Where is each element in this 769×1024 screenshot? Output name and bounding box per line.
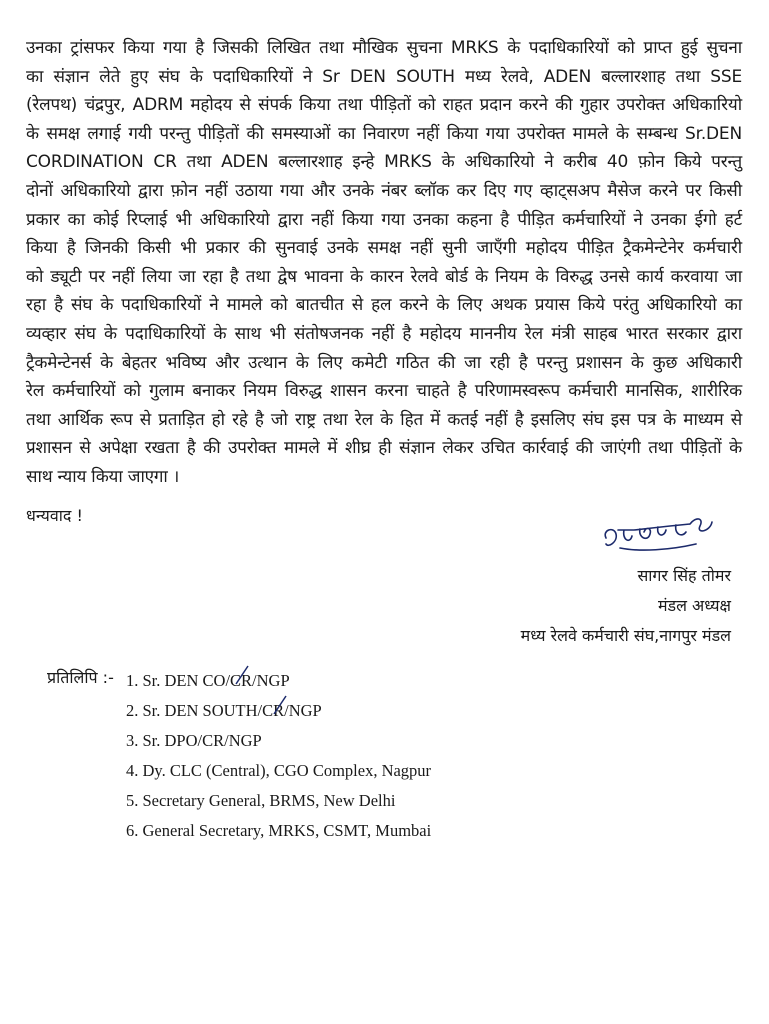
body-line: का संज्ञान लेते हुए संघ के पदाधिकारियों ने Sr DEN SOUTH मध्य रेलवे, ADEN बल्लारशाह तथा SSE [26, 66, 742, 87]
copy-to-entry [126, 666, 290, 696]
letter-body [26, 34, 742, 492]
copy-to-label: प्रतिलिपि :- [47, 668, 114, 687]
body-line: व्यव्हार संघ के पदाधिकारियों के साथ भी संतोषजनक नहीं है महोदय माननीय रेल मंत्री साहब भारत सरकार द्वारा [26, 323, 742, 344]
pen-strike-mark [234, 664, 250, 686]
body-line: रहा है संघ के पदाधिकारियों ने मामले को बातचीत से हल करने के लिए अथक प्रयास किये परंतु अधिकारियो का [26, 295, 742, 316]
copy-to-entry [126, 696, 322, 726]
body-line: रेल कर्मचारियों को गुलाम बनाकर नियम विरुद्ध शासन करना चाहते है परिणामस्वरूप कर्मचारी मानसिक, शारीरिक [26, 381, 742, 402]
copy-to-item [126, 666, 431, 696]
copy-to-item [126, 696, 431, 726]
handwritten-signature [600, 508, 718, 556]
body-line: को ड्यूटी पर नहीं लिया जा रहा है तथा द्वेष भावना के कारन रेलवे बोर्ड के नियम के विरुद्ध उनसे कार्य करवाया जा [26, 266, 742, 287]
body-line: तथा आर्थिक रूप से प्रताड़ित हो रहे है जो राष्ट्र तथा रेल के हित में कतई नहीं है इसलिए संघ इस पत्र के माध्यम से [26, 409, 742, 430]
body-line: CORDINATION CR तथा ADEN बल्लारशाह इन्हे MRKS के अधिकारियो ने करीब 40 फ़ोन किये परन्तु [26, 152, 742, 173]
copy-to-item: 5. Secretary General, BRMS, New Delhi [126, 791, 396, 810]
body-line: साथ न्याय किया जाएगा । [26, 466, 180, 487]
body-line: किया है जिनकी किसी भी प्रकार की सुनवाई उनके समक्ष नहीं सुनी जाएँगी महोदय पीड़ित ट्रैकमेन्टेनेर कर्मचारी [26, 238, 742, 259]
signatory-name: सागर सिंह तोमर [637, 566, 731, 585]
body-line: प्रकार का कोई रिप्लाई भी अधिकारियो द्वारा नहीं किया गया उनका कहना है पीड़ित कर्मचारियों ने उनका ईगो हर्ट [26, 209, 742, 230]
copy-to-text: 1. Sr. DEN CO/CR/NGP [126, 671, 290, 690]
closing-text: धन्यवाद ! [26, 506, 83, 525]
copy-to-item: 6. General Secretary, MRKS, CSMT, Mumbai [126, 821, 432, 840]
copy-to-item: 4. Dy. CLC (Central), CGO Complex, Nagpur [126, 761, 432, 780]
body-line: उनका ट्रांसफर किया गया है जिसकी लिखित तथा मौखिक सुचना MRKS के पदाधिकारियों को प्राप्त हुई सुचना [26, 38, 742, 58]
signatory-organization: मध्य रेलवे कर्मचारी संघ,नागपुर मंडल [520, 626, 731, 645]
copy-to-item: 3. Sr. DPO/CR/NGP [126, 731, 262, 750]
body-line: दोनों अधिकारियो द्वारा फ़ोन नहीं उठाया गया और उनके नंबर ब्लॉक कर दिए गए व्हाट्सअप मैसेज करने पर किसी [26, 180, 742, 201]
signatory-block [521, 561, 731, 651]
pen-strike-mark [272, 694, 288, 716]
body-line: (रेलपथ) चंद्रपुर, ADRM महोदय से संपर्क किया तथा पीड़ितों को राहत प्रदान करने की गुहार उपरोक्त अधिकारियो [26, 95, 742, 116]
copy-to-list [126, 666, 431, 846]
copy-to-text: 2. Sr. DEN SOUTH/CR/NGP [126, 701, 322, 720]
signatory-designation: मंडल अध्यक्ष [657, 596, 731, 615]
body-line: प्रशासन से अपेक्षा रखता है की उपरोक्त मामले में शीघ्र ही संज्ञान लेकर उचित कार्रवाई की जाएंगी तथा पीड़ितों के [26, 438, 742, 459]
body-line: ट्रैकमेन्टेनर्स के बेहतर भविष्य और उत्थान के लिए कमेटी गठित की जा रही है परन्तु प्रशासन के कुछ अधिकारी [26, 352, 742, 373]
body-line: के समक्ष लगाई गयी परन्तु पीड़ितों की समस्याओं का निवारण नहीं किया गया उपरोक्त मामले के सम्बन्ध Sr.DEN [26, 123, 742, 144]
